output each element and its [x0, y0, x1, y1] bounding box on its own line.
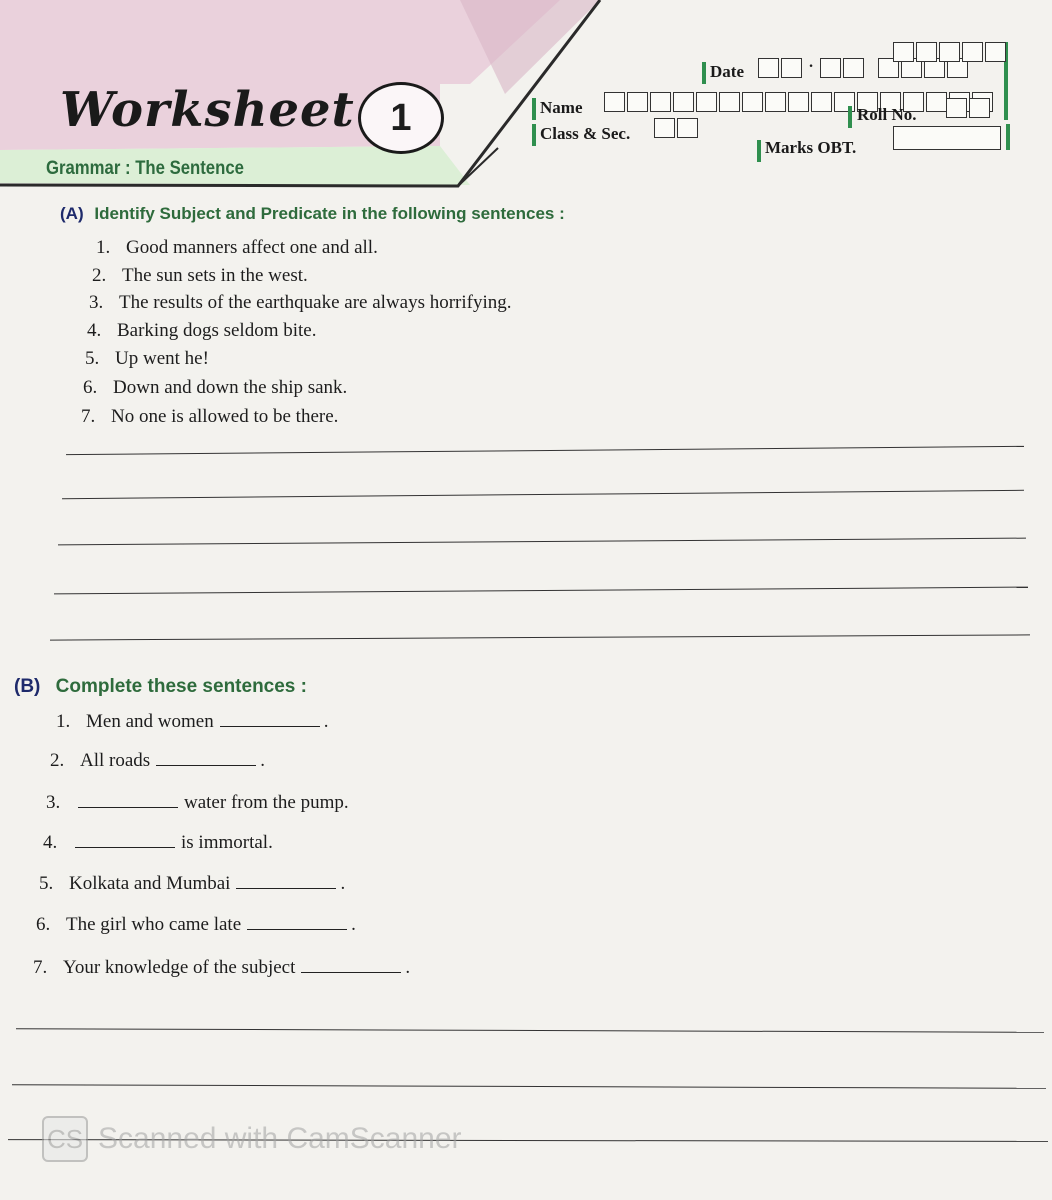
- item-text: Your knowledge of the subject: [63, 957, 296, 978]
- marks-box[interactable]: [893, 126, 1001, 150]
- list-item: [96, 237, 378, 259]
- date-boxes[interactable]: ·: [758, 58, 968, 78]
- answer-line: [50, 634, 1030, 640]
- list-item: [36, 914, 356, 936]
- list-item: [87, 320, 316, 342]
- class-boxes[interactable]: [654, 118, 698, 138]
- section-a-letter: (A): [60, 204, 84, 223]
- item-end: .: [351, 914, 356, 935]
- item-text: No one is allowed to be there.: [111, 406, 339, 427]
- item-end: .: [260, 750, 265, 771]
- marks-label: Marks OBT.: [765, 138, 857, 157]
- list-item: [33, 957, 410, 979]
- item-number: 6.: [36, 914, 51, 935]
- item-number: 5.: [85, 348, 100, 369]
- list-item: [56, 711, 328, 733]
- item-number: 6.: [83, 377, 98, 398]
- item-number: 2.: [92, 265, 107, 286]
- item-text: Men and women: [86, 711, 214, 732]
- watermark-text: Scanned with CamScanner: [98, 1122, 462, 1155]
- list-item: [83, 377, 347, 399]
- item-text: Good manners affect one and all.: [126, 237, 378, 258]
- roll-marker: [848, 106, 852, 128]
- roll-boxes[interactable]: [946, 98, 990, 118]
- list-item: [85, 348, 209, 370]
- list-item: [92, 265, 308, 287]
- name-boxes[interactable]: [604, 92, 993, 112]
- item-number: 1.: [56, 711, 71, 732]
- item-number: 3.: [46, 792, 61, 813]
- worksheet-title: Worksheet: [60, 82, 355, 138]
- date-boxes-upper: [893, 42, 1006, 62]
- item-text: All roads: [80, 750, 151, 771]
- fill-blank[interactable]: [156, 751, 256, 766]
- date-label: Date: [710, 62, 744, 81]
- item-end: .: [405, 957, 411, 978]
- class-label: Class & Sec.: [540, 124, 631, 143]
- roll-label: Roll No.: [857, 105, 917, 124]
- answer-line: [12, 1084, 1046, 1089]
- item-text: The sun sets in the west.: [122, 265, 308, 286]
- answer-line: [54, 587, 1028, 595]
- list-item: [46, 792, 349, 814]
- fill-blank[interactable]: [75, 833, 175, 848]
- item-text: The results of the earthquake are always horrifying.: [119, 292, 512, 313]
- item-number: 7.: [81, 406, 96, 427]
- item-number: 2.: [50, 750, 65, 771]
- item-text: Kolkata and Mumbai: [69, 873, 231, 894]
- camscanner-logo-icon: CS: [42, 1116, 88, 1162]
- camscanner-watermark: [42, 1116, 462, 1162]
- fill-blank[interactable]: [78, 793, 178, 808]
- item-text: The girl who came late: [66, 914, 242, 935]
- list-item: [81, 406, 338, 428]
- item-number: 5.: [39, 873, 54, 894]
- item-number: 4.: [43, 832, 58, 853]
- name-label: Name: [540, 98, 583, 117]
- fill-blank[interactable]: [220, 712, 320, 727]
- answer-line: [66, 446, 1024, 455]
- item-end: .: [323, 711, 329, 732]
- list-item: [89, 292, 512, 314]
- fill-blank[interactable]: [301, 958, 401, 973]
- date-marker: [702, 62, 706, 84]
- item-number: 3.: [89, 292, 104, 313]
- section-b-letter: (B): [14, 676, 41, 697]
- list-item: [50, 750, 265, 772]
- fill-blank[interactable]: [236, 874, 336, 889]
- item-number: 1.: [96, 237, 111, 258]
- item-text: Up went he!: [115, 348, 209, 369]
- section-a-title: Identify Subject and Predicate in the following sentences :: [94, 204, 565, 223]
- item-text: Down and down the ship sank.: [113, 377, 348, 398]
- worksheet-number: 1: [358, 82, 444, 154]
- answer-line: [62, 490, 1024, 499]
- fill-blank[interactable]: [247, 915, 347, 930]
- item-text: Barking dogs seldom bite.: [117, 320, 317, 341]
- section-b-heading: [14, 676, 307, 698]
- answer-line: [16, 1028, 1044, 1033]
- marks-marker: [757, 140, 761, 162]
- item-end: water from the pump.: [184, 792, 349, 813]
- section-a-heading: [60, 204, 565, 224]
- list-item: [43, 832, 273, 854]
- item-end: is immortal.: [181, 832, 273, 853]
- item-number: 4.: [87, 320, 102, 341]
- class-marker: [532, 124, 536, 146]
- worksheet-subtitle: Grammar : The Sentence: [46, 158, 244, 179]
- item-number: 7.: [33, 957, 48, 978]
- list-item: [39, 873, 345, 895]
- section-b-title: Complete these sentences :: [55, 676, 307, 697]
- marks-right-marker: [1006, 124, 1010, 150]
- item-end: .: [340, 873, 346, 894]
- name-marker: [532, 98, 536, 120]
- answer-line: [58, 538, 1026, 546]
